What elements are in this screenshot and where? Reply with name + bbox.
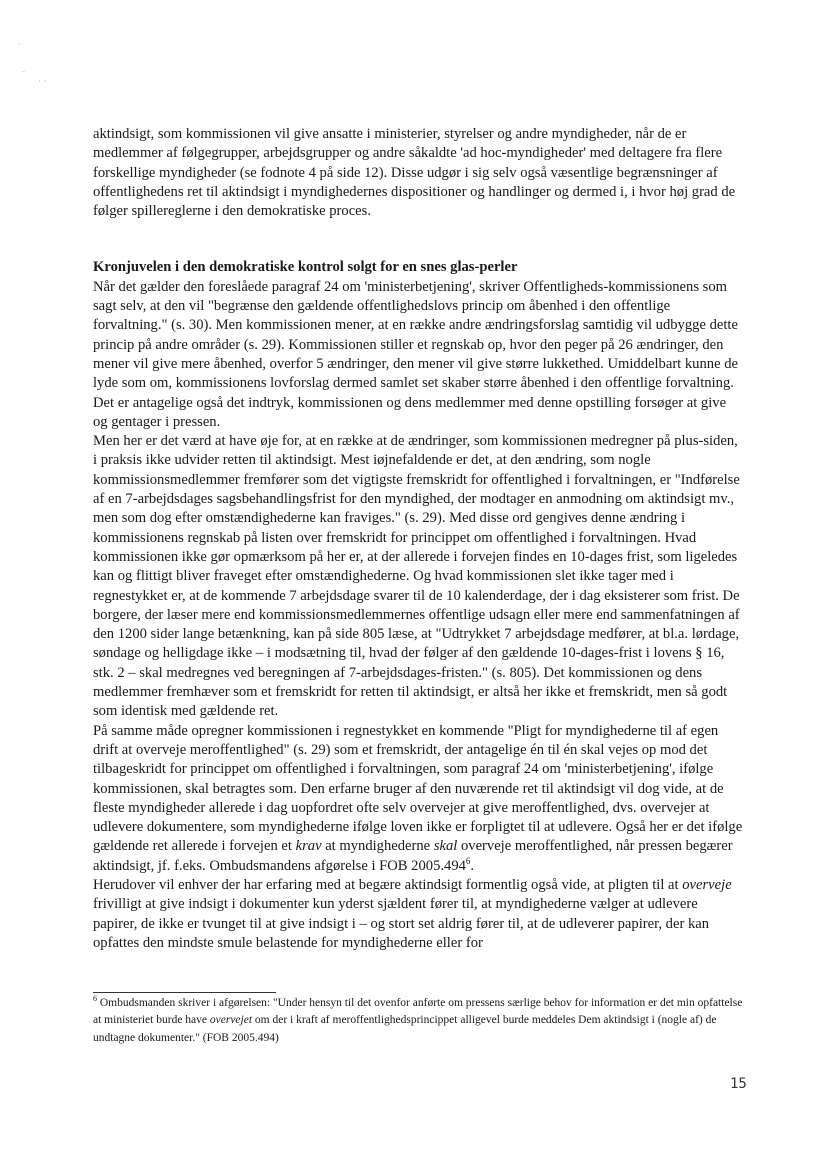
footnote-divider [93,992,276,993]
paragraph-3 [93,722,743,876]
body-text [93,125,743,953]
emphasis-overveje: overveje [682,876,732,893]
page-number: 15 [730,1076,747,1092]
footnote-reference[interactable]: 6 [465,855,471,866]
section-heading: Kronjuvelen i den demokratiske kontrol solgt for en snes glas-perler [93,259,518,276]
footnote-mark: 6 [93,994,97,1004]
paragraph-4-text: frivilligt at give indsigt i dokumenter kun yderst sjældent fører til, at myndighederne vælger at udlevere papirer, de ikke er tvunget til at give indsigt i – og stort set aldrig fører til, at de udleverer papirer, der kan opfattes den mindste smule belastende for myndighederne eller for [93,896,710,951]
footnote-text [93,995,743,1047]
paragraph-2: Men her er det værd at have øje for, at en række at de ændringer, som kommissionen medregner på plus-siden, i praksis ikke udvider retten til aktindsigt. Mest iøjnefaldende er det, at den ændring, som nogle kommissionsmedlemmer fremfører som det vigtigste fremskridt for offentlighed i forvaltningen, er "Indførelse af en 7-arbejdsdages sagsbehandlingsfrist for den myndighed, der modtager en anmodning om aktindsigt mv., men som dog efter omstændighederne kan fraviges." (s. 29). Med disse ord gengives denne ændring i kommissionens regnskab på listen over fremskridt for princippet om offentlighed i forvaltningen. Hvad kommissionen ikke gør opmærksom på her er, at der allerede i forvejen findes en 10-dages frist, som ligeledes kan og flittigt bliver fraveget efter omstændighederne. Og hvad kommissionen slet ikke tager med i regnestykket er, at de kommende 7 arbejdsdage svarer til de 10 kalenderdage, der i dag eksisterer som frist. De borgere, der læser mere end kommissionsmedlemmernes offentlige udsagn eller mere end sammenfatningen af den 1200 sider lange betænkning, kan på side 805 læse, at "Udtrykket 7 arbejdsdage medfører, at bl.a. lørdage, søndage og helligdage ikke – i modsætning til, hvad der følger af den gældende 10-dages-frist i lovens § 16, stk. 2 – skal medregnes ved beregningen af 7-arbejdsdages-fristen." (s. 805). Det kommissionen og dens medlemmer fremhæver som et fremskridt for retten til aktindsigt, er altså her ikke et fremskridt, men så godt som identisk med gældende ret. [93,433,740,720]
paragraph-3-text: . [470,857,475,874]
footnote-body: Ombudsmanden skriver i afgørelsen: "Under hensyn til det ovenfor anførte om pressens særlige behov for information er det min opfattelse at ministeriet burde have [93,997,743,1027]
scan-speck: · · [38,77,47,87]
scan-speck: · [18,40,21,50]
paragraph-3-text: at myndighederne [321,838,434,855]
scan-speck: - [22,67,26,77]
emphasis-krav: krav [295,838,322,855]
paragraph-3-text: På samme måde opregner kommissionen i regnestykket en kommende "Pligt for myndighederne til af egen drift at overveje meroffentlighed" (s. 29) som et fremskridt, der antagelige én til én skal vejes op mod det tilbageskridt for princippet om offentlighed i forvaltningen, som paragraf 24 om 'ministerbetjening', ifølge kommissionen, skal betragtes som. Den erfarne bruger af den nuværende ret til aktindsigt vil dog vide, at de fleste myndigheder allerede i dag uopfordret ofte selv overvejer at give meroffentlighed, dvs. overvejer at udlevere dokumentere, som myndighederne ifølge loven ikke er forpligtet til at udlevere. Også her er det ifølge gældende ret allerede i forvejen et [93,722,743,855]
intro-paragraph: aktindsigt, som kommissionen vil give ansatte i ministerier, styrelser og andre myndigheder, når de er medlemmer af følgegrupper, arbejdsgrupper og andre såkaldte 'ad hoc-myndigheder' med deltagere fra flere forskellige myndigheder (se fodnote 4 på side 12). Disse udgør i sig selv også væsentlige begrænsninger af offentlighedens ret til aktindsigt i myndighedernes dispositioner og handlinger og dermed i, i hvor høj grad de følger spillereglerne i den demokratiske proces. [93,126,736,220]
paragraph-1: Når det gælder den foreslåede paragraf 24 om 'ministerbetjening', skriver Offentligheds-kommissionens som sagt selv, at den vil "begrænse den gældende offentlighedslovs princip om åbenhed i den offentlige forvaltning." (s. 30). Men kommissionen mener, at en række andre ændringsforslag samtidig vil udbygge dette princip på andre områder (s. 29). Kommissionen stiller et regnskab op, hvor den peger på 26 ændringer, den mener vil give mere åbenhed, overfor 5 ændringer, den mener vil give større lukkethed. Umiddelbart kunne de lyde som om, kommissionens lovforslag dermed samlet set skaber større åbenhed i den offentlige forvaltning. Det er antagelige også det indtryk, kommissionen og dens medlemmer med denne opstilling forsøger at give og gentager i pressen. [93,278,738,430]
footnote [93,995,743,1047]
emphasis-overvejet: overvejet [209,1014,253,1027]
paragraph-4 [93,876,743,953]
footnote-body: om der i kraft af meroffentlighedsprincippet alligevel burde meddeles Dem aktindsigt i (nogle af) de undtagne dokumenter." (FOB 2005.494) [93,1014,717,1044]
paragraph-4-text: Herudover vil enhver der har erfaring med at begære aktindsigt formentlig også vide, at pligten til at [93,876,683,893]
paragraph-3-text: overveje meroffentlighed, når pressen begærer aktindsigt, jf. f.eks. Ombudsmandens afgørelse i FOB 2005.494 [93,838,733,874]
emphasis-skal: skal [433,838,458,855]
